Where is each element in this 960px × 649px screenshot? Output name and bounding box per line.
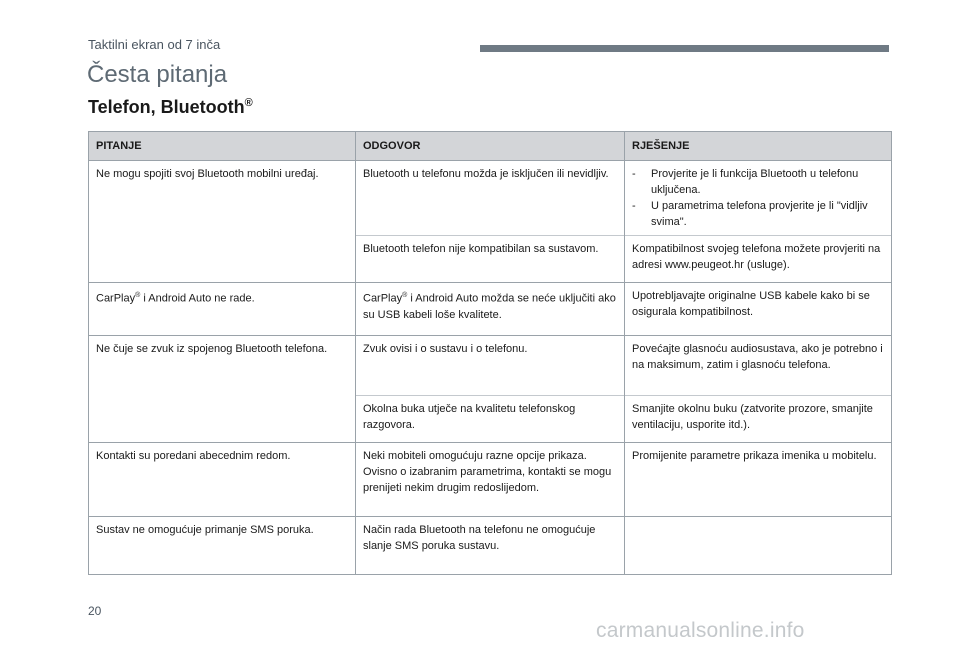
registered-mark: ® (244, 97, 253, 109)
solution-list (632, 166, 884, 230)
list-item: - U parametrima telefona provjerite je li "vidljiv svima". (632, 198, 884, 230)
question-cell: Ne mogu spojiti svoj Bluetooth mobilni uređaj. (89, 161, 356, 283)
solution-cell: Upotrebljavajte originalne USB kabele kako bi se osigurala kompatibilnost. (625, 283, 892, 336)
solution-cell (625, 161, 892, 236)
header-solution: RJEŠENJE (625, 132, 892, 161)
question-cell: Ne čuje se zvuk iz spojenog Bluetooth telefona. (89, 336, 356, 443)
header-question: PITANJE (89, 132, 356, 161)
solution-cell: Povećajte glasnoću audiosustava, ako je potrebno i na maksimum, zatim i glasnoću telefona. (625, 336, 892, 396)
answer-cell: Bluetooth telefon nije kompatibilan sa sustavom. (356, 236, 625, 283)
solution-cell: Promijenite parametre prikaza imenika u mobitelu. (625, 443, 892, 517)
table-header-row (89, 132, 892, 161)
answer-cell: Zvuk ovisi i o sustavu i o telefonu. (356, 336, 625, 396)
running-header: Taktilni ekran od 7 inča (88, 37, 221, 52)
header-rule (480, 45, 889, 52)
solution-cell: Kompatibilnost svojeg telefona možete provjeriti na adresi www.peugeot.hr (usluge). (625, 236, 892, 283)
watermark: carmanualsonline.info (596, 619, 805, 642)
faq-table (88, 131, 892, 575)
question-cell: CarPlay® i Android Auto ne rade. (89, 283, 356, 336)
solution-cell: Smanjite okolnu buku (zatvorite prozore, smanjite ventilaciju, usporite itd.). (625, 396, 892, 443)
question-cell: Sustav ne omogućuje primanje SMS poruka. (89, 517, 356, 575)
answer-cell: CarPlay® i Android Auto možda se neće uključiti ako su USB kabeli loše kvalitete. (356, 283, 625, 336)
table-row (89, 336, 892, 396)
page-number: 20 (88, 604, 102, 618)
registered-mark: ® (402, 292, 408, 299)
answer-cell: Okolna buka utječe na kvalitetu telefonskog razgovora. (356, 396, 625, 443)
list-item: - Provjerite je li funkcija Bluetooth u telefonu uključena. (632, 166, 884, 198)
section-title-text: Telefon, Bluetooth (88, 97, 245, 117)
table-row (89, 283, 892, 336)
header-answer: ODGOVOR (356, 132, 625, 161)
table-row (89, 517, 892, 575)
registered-mark: ® (135, 292, 141, 299)
solution-cell (625, 517, 892, 575)
question-cell: Kontakti su poredani abecednim redom. (89, 443, 356, 517)
answer-cell: Neki mobiteli omogućuju razne opcije prikaza. Ovisno o izabranim parametrima, kontakti se mogu prenijeti nekim drugim redoslijedom. (356, 443, 625, 517)
table-row (89, 161, 892, 236)
answer-cell: Način rada Bluetooth na telefonu ne omogućuje slanje SMS poruka sustavu. (356, 517, 625, 575)
page-title: Česta pitanja (87, 61, 228, 88)
answer-cell: Bluetooth u telefonu možda je isključen ili nevidljiv. (356, 161, 625, 236)
table-row (89, 443, 892, 517)
section-title (88, 97, 253, 118)
